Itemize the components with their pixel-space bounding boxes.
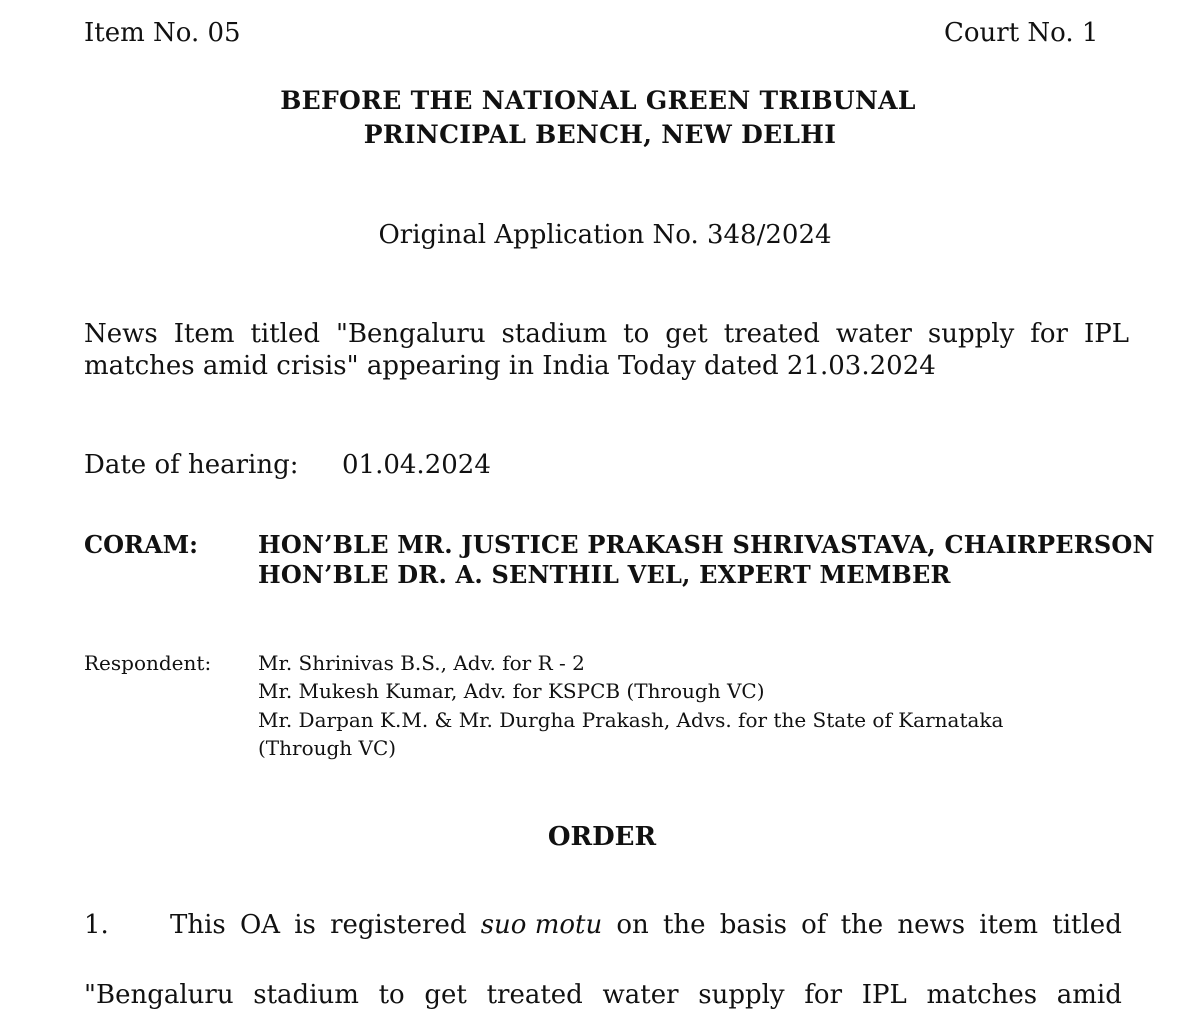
paragraph-word: of [801,910,827,940]
respondent-counsel: Mr. Shrinivas B.S., Adv. for R - 2 [258,651,585,675]
paragraph-word: item [979,910,1039,940]
paragraph-number: 1. [84,910,109,940]
respondent-counsel: Mr. Mukesh Kumar, Adv. for KSPCB (Through VC) [258,679,765,703]
paragraph-word: treated [486,980,583,1010]
case-number: Original Application No. 348/2024 [378,220,832,250]
paragraph-word: stadium [253,980,359,1010]
tribunal-heading: BEFORE THE NATIONAL GREEN TRIBUNAL [280,86,916,115]
paragraph-word: on [616,910,649,940]
paragraph-word: to [378,980,405,1010]
order-paragraph-continuation [84,980,1122,1010]
paragraph-word: basis [719,910,787,940]
paragraph-word: water [602,980,679,1010]
paragraph-word: for [804,980,843,1010]
paragraph-word: matches [926,980,1038,1010]
paragraph-word: suo motu [480,910,603,940]
paragraph-word: IPL [861,980,907,1010]
paragraph-word: news [897,910,966,940]
news-item-title [84,318,1129,382]
paragraph-word: the [662,910,706,940]
paragraph-line [84,980,1122,1010]
news-item-line: News Item titled "Bengaluru stadium to get treated water supply for IPL [84,319,1129,349]
news-item-line: matches amid crisis" appearing in India Today dated 21.03.2024 [84,351,936,381]
paragraph-line [170,910,1122,940]
hearing-date-label: Date of hearing: [84,450,299,480]
bench-heading: PRINCIPAL BENCH, NEW DELHI [363,120,837,149]
respondent-label: Respondent: [84,651,212,675]
hearing-date-value: 01.04.2024 [342,450,491,480]
coram-label: CORAM: [84,530,198,559]
paragraph-word: the [840,910,884,940]
paragraph-word: supply [698,980,785,1010]
coram-member: HON’BLE MR. JUSTICE PRAKASH SHRIVASTAVA, CHAIRPERSON [258,530,1155,559]
paragraph-word: registered [330,910,467,940]
respondent-counsel: (Through VC) [258,736,397,760]
paragraph-word: OA [239,910,281,940]
respondent-counsel: Mr. Darpan K.M. & Mr. Durgha Prakash, Advs. for the State of Karnataka [258,708,1004,732]
court-number: Court No. 1 [944,18,1099,48]
paragraph-word: "Bengaluru [84,980,234,1010]
item-number: Item No. 05 [84,18,241,48]
paragraph-word: get [424,980,467,1010]
order-heading: ORDER [547,822,657,852]
order-paragraph-1 [84,910,1122,940]
paragraph-word: titled [1052,910,1122,940]
paragraph-word: This [170,910,226,940]
coram-member: HON’BLE DR. A. SENTHIL VEL, EXPERT MEMBER [258,560,951,589]
paragraph-word: amid [1056,980,1122,1010]
paragraph-word: is [294,910,316,940]
